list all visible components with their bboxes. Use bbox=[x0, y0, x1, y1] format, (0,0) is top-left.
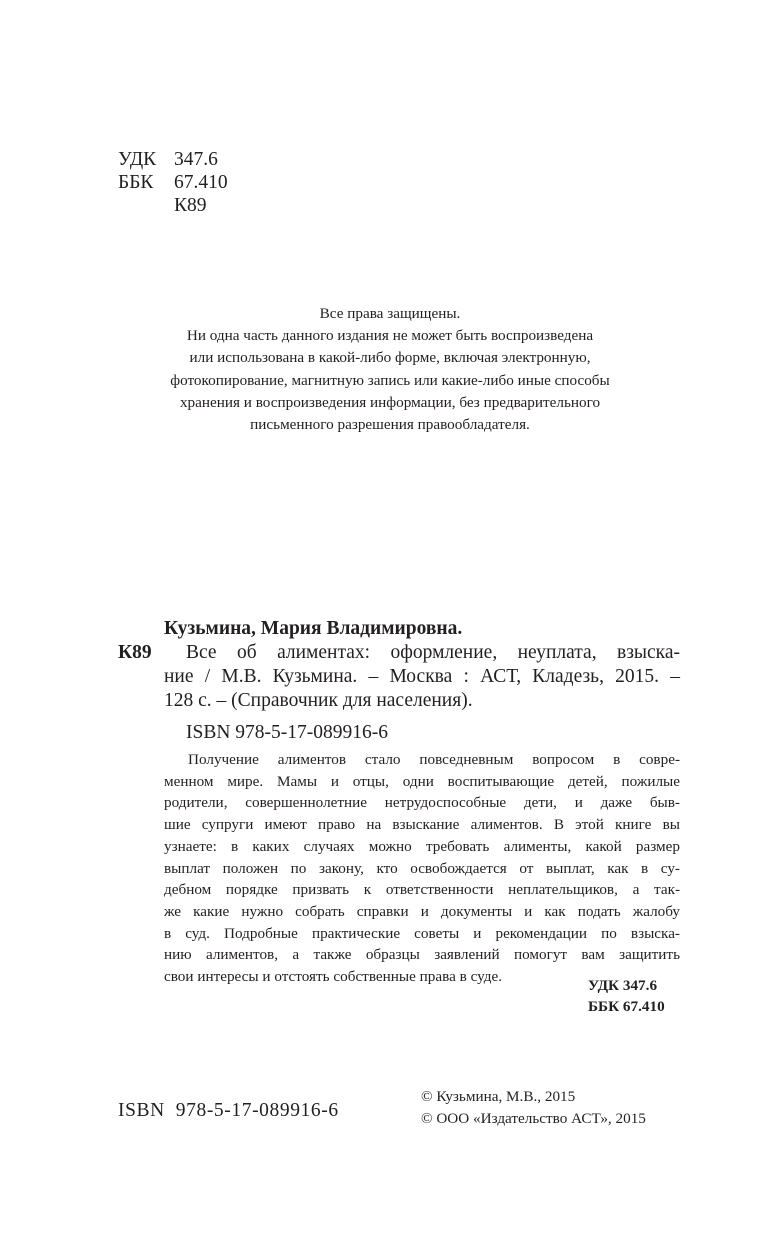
rights-line: фотокопирование, магнитную запись или какие-либо иные способы bbox=[170, 371, 610, 389]
annotation-line: же какие нужно собрать справки и документы и как подать жалобу bbox=[164, 902, 680, 920]
author-mark-row bbox=[118, 194, 228, 217]
copyright-publisher: © ООО «Издательство АСТ», 2015 bbox=[421, 1110, 646, 1127]
annotation-line: родители, совершеннолетние нетрудоспособные дети, и даже быв- bbox=[164, 794, 680, 812]
bottom-classification bbox=[588, 975, 665, 1017]
record-isbn: ISBN 978-5-17-089916-6 bbox=[186, 722, 389, 743]
bottom-bbk: ББК 67.410 bbox=[588, 998, 665, 1015]
bbk-label: ББК bbox=[118, 172, 154, 193]
annotation-line: свои интересы и отстоять собственные права в суде. bbox=[164, 968, 503, 986]
annotation-line: дебном порядке призвать к ответственности неплательщиков, а так- bbox=[164, 881, 680, 899]
bibliographic-record bbox=[118, 617, 680, 745]
rights-line: письменного разрешения правообладателя. bbox=[250, 416, 530, 434]
author-name: Кузьмина, Мария Владимировна. bbox=[164, 618, 463, 639]
copyright-block bbox=[421, 1086, 646, 1130]
annotation-line: узнаете: в каких случаях можно требовать алименты, какой размер bbox=[164, 837, 680, 855]
author-code: К89 bbox=[118, 642, 152, 663]
bottom-udk: УДК 347.6 bbox=[588, 977, 658, 994]
udk-label: УДК bbox=[118, 149, 157, 170]
udk-value: 347.6 bbox=[174, 149, 218, 170]
annotation-line: Получение алиментов стало повседневным вопросом в совре- bbox=[188, 751, 680, 768]
annotation-line: выплат положен по закону, кто освобождается от выплат, как в су- bbox=[164, 859, 680, 877]
footer-isbn: ISBN 978-5-17-089916-6 bbox=[118, 1100, 339, 1121]
bibliographic-entry bbox=[118, 641, 680, 713]
rights-line: хранения и воспроизведения информации, без предварительного bbox=[179, 393, 601, 411]
rights-notice bbox=[130, 303, 650, 436]
annotation-line: шие супруги имеют право на взыскание алиментов. В этой книге вы bbox=[164, 816, 680, 834]
top-classification-block bbox=[118, 148, 228, 217]
bbk-row bbox=[118, 171, 228, 194]
annotation-line: менном мире. Мамы и отцы, одни воспитывающие детей, пожилые bbox=[164, 772, 680, 790]
description-line: ние / М.В. Кузьмина. – Москва : АСТ, Кладезь, 2015. – bbox=[164, 666, 680, 687]
copyright-author: © Кузьмина, М.В., 2015 bbox=[421, 1088, 576, 1105]
description-line: 128 с. – (Справочник для населения). bbox=[164, 690, 473, 711]
annotation-line: в суд. Подробные практические советы и рекомендации по взыска- bbox=[164, 924, 680, 942]
annotation-line: нию алиментов, а также образцы заявлений помогут вам защитить bbox=[164, 946, 680, 964]
rights-line: Ни одна часть данного издания не может быть воспроизведена bbox=[186, 327, 594, 345]
annotation bbox=[164, 749, 680, 988]
udk-row bbox=[118, 148, 228, 171]
description-line: Все об алиментах: оформление, неуплата, взыска- bbox=[186, 642, 680, 663]
bibliographic-description bbox=[164, 641, 680, 713]
bbk-value: 67.410 bbox=[174, 172, 228, 193]
rights-line: или использована в какой-либо форме, включая электронную, bbox=[189, 349, 591, 367]
author-mark: К89 bbox=[174, 195, 207, 216]
rights-line: Все права защищены. bbox=[319, 305, 461, 322]
